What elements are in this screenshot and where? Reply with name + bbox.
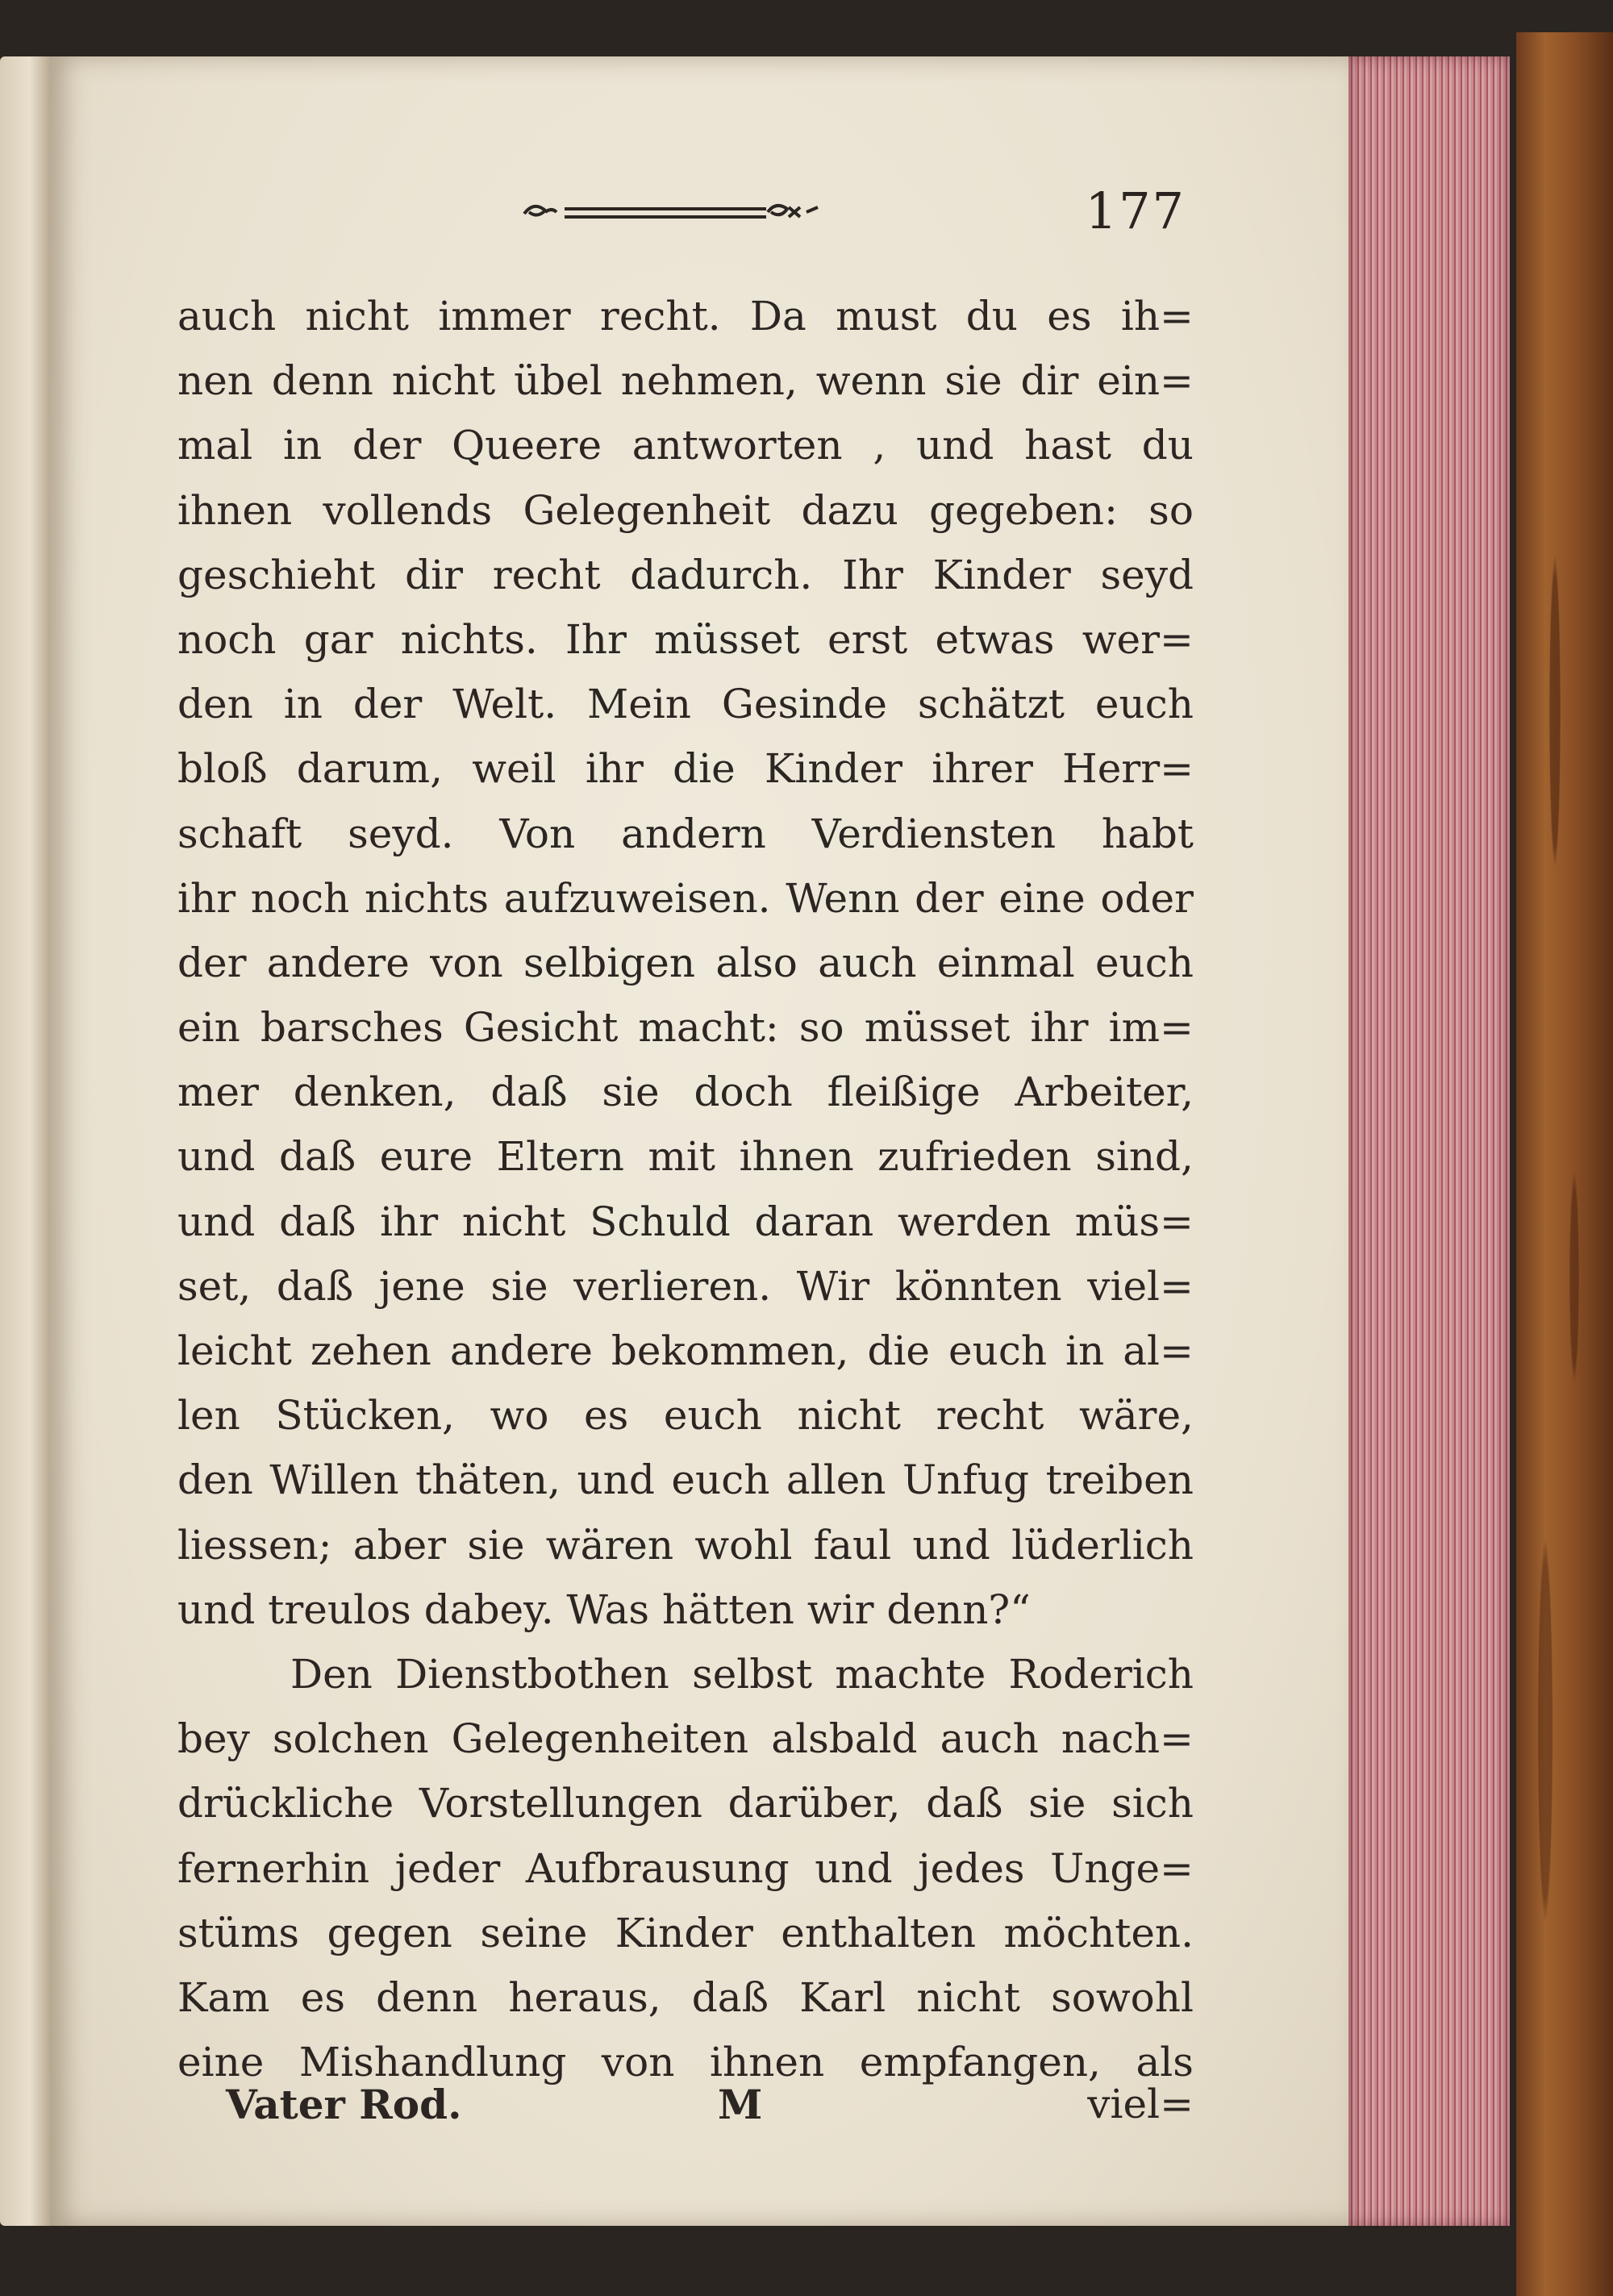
page-footer xyxy=(226,2081,1194,2145)
text-line: bloß darum, weil ihr die Kinder ihrer Herr= xyxy=(177,745,1194,793)
text-line: stüms gegen seine Kinder enthalten möchten. xyxy=(177,1909,1194,1956)
text-line: Den Dienstbothen selbst machte Roderich xyxy=(290,1650,1194,1698)
signature-mark: M xyxy=(718,2081,763,2128)
text-line: ihr noch nichts aufzuweisen. Wenn der eine oder xyxy=(177,874,1194,922)
text-line: nen denn nicht übel nehmen, wenn sie dir ein= xyxy=(177,357,1194,405)
text-line: eine Mishandlung von ihnen empfangen, als xyxy=(177,2039,1194,2086)
text-line: den Willen thäten, und euch allen Unfug treiben xyxy=(177,1456,1194,1504)
text-line: ein barsches Gesicht macht: so müsset ihr im= xyxy=(177,1004,1194,1052)
page-header xyxy=(516,181,1186,246)
catchword: viel= xyxy=(1087,2081,1194,2127)
text-line: mer denken, daß sie doch fleißige Arbeiter, xyxy=(177,1069,1194,1116)
text-line: schaft seyd. Von andern Verdiensten habt xyxy=(177,810,1194,857)
text-line: drückliche Vorstellungen darüber, daß sie sich xyxy=(177,1780,1194,1827)
text-line: fernerhin jeder Aufbrausung und jedes Unge= xyxy=(177,1844,1194,1892)
previous-page-edge xyxy=(0,56,50,2226)
text-line: der andere von selbigen also auch einmal euch xyxy=(177,939,1194,986)
text-line: set, daß jene sie verlieren. Wir könnten viel= xyxy=(177,1262,1194,1310)
ornament-rule-icon xyxy=(516,196,823,228)
text-line: mal in der Queere antworten , und hast du xyxy=(177,422,1194,469)
text-line: liessen; aber sie wären wohl faul und lüderlich xyxy=(177,1521,1194,1569)
text-line: den in der Welt. Mein Gesinde schätzt euch xyxy=(177,681,1194,728)
book-cover xyxy=(1516,32,1613,2296)
text-line: und daß eure Eltern mit ihnen zufrieden sind, xyxy=(177,1133,1194,1181)
text-line: bey solchen Gelegenheiten alsbald auch nach= xyxy=(177,1715,1194,1763)
text-line: und treulos dabey. Was hätten wir denn?“ xyxy=(177,1586,1031,1633)
text-line: ihnen vollends Gelegenheit dazu gegeben: so xyxy=(177,486,1194,534)
text-line: und daß ihr nicht Schuld daran werden müs= xyxy=(177,1198,1194,1245)
text-line: len Stücken, wo es euch nicht recht wäre, xyxy=(177,1392,1194,1440)
text-line: leicht zehen andere bekommen, die euch in al= xyxy=(177,1327,1194,1374)
text-line: Kam es denn heraus, daß Karl nicht sowohl xyxy=(177,1973,1194,2021)
body-text xyxy=(177,284,1194,2094)
page-number: 177 xyxy=(1085,181,1186,240)
page-edges xyxy=(1348,56,1510,2226)
text-line: geschieht dir recht dadurch. Ihr Kinder seyd xyxy=(177,551,1194,598)
text-line: noch gar nichts. Ihr müsset erst etwas wer= xyxy=(177,615,1194,663)
text-line: auch nicht immer recht. Da must du es ih= xyxy=(177,293,1194,340)
signature-text: Vater Rod. xyxy=(226,2081,462,2128)
